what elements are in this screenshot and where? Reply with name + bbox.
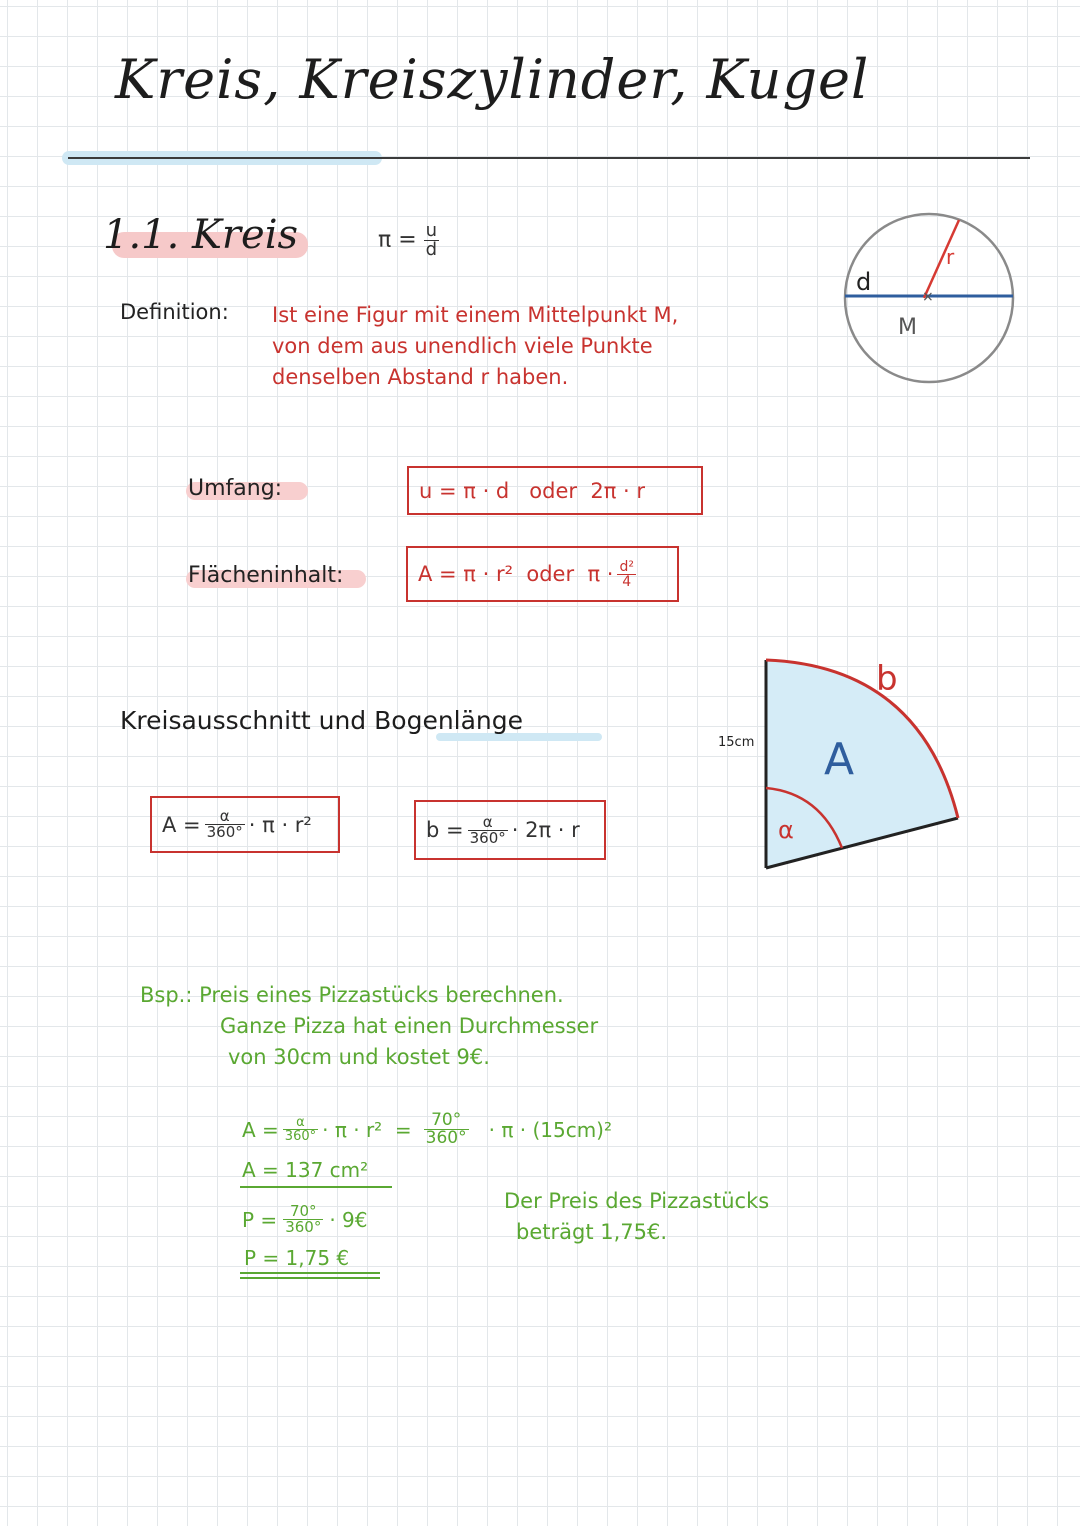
pi-lhs: π = bbox=[378, 227, 417, 253]
answer-text bbox=[504, 1186, 769, 1248]
arc-rhs: · 2π · r bbox=[511, 818, 580, 842]
center-cross: × bbox=[922, 289, 934, 305]
sector-area-formula-box bbox=[150, 796, 340, 853]
arc-num: α bbox=[468, 815, 508, 831]
label-m: M bbox=[898, 315, 917, 340]
sector-arc-label: b bbox=[876, 659, 898, 699]
sector-area-rhs: · π · r² bbox=[248, 812, 312, 837]
answer-line: Der Preis des Pizzastücks bbox=[504, 1189, 770, 1213]
calc-price-num: 70° bbox=[283, 1204, 323, 1220]
example-line: Ganze Pizza hat einen Durchmesser bbox=[220, 1014, 599, 1038]
pi-fraction-den: d bbox=[425, 239, 438, 260]
umfang-label: Umfang: bbox=[188, 476, 283, 501]
umfang-formula: u = π · d oder 2π · r bbox=[419, 478, 646, 503]
calc-area-line bbox=[242, 1112, 612, 1147]
sector-fill bbox=[766, 660, 958, 868]
calc-area-lhs: A = bbox=[242, 1117, 279, 1142]
arc-fraction bbox=[468, 812, 508, 847]
calc-price-underline1 bbox=[240, 1272, 380, 1274]
circle-diagram bbox=[836, 206, 1026, 390]
flaeche-fraction-den: 4 bbox=[622, 573, 632, 590]
flaeche-fraction bbox=[617, 560, 636, 589]
sector-area-lhs: A = bbox=[162, 812, 201, 837]
flaeche-label: Flächeninhalt: bbox=[188, 563, 344, 588]
calc-price-lhs: P = bbox=[242, 1207, 278, 1232]
pi-fraction bbox=[424, 222, 439, 259]
flaeche-formula-box bbox=[406, 546, 679, 602]
example-text bbox=[140, 980, 598, 1073]
calc-area-num2: 70° bbox=[424, 1112, 469, 1130]
label-d: d bbox=[856, 268, 872, 296]
calc-area-num1: α bbox=[283, 1116, 318, 1130]
sector-radius-label: 15cm bbox=[718, 735, 755, 750]
page-title: Kreis, Kreiszylinder, Kugel bbox=[115, 48, 870, 111]
sector-area-den: 360° bbox=[206, 823, 243, 841]
calc-area-den1: 360° bbox=[284, 1129, 317, 1144]
calc-price-line bbox=[242, 1204, 368, 1235]
flaeche-fraction-num: d² bbox=[619, 558, 634, 575]
calc-area-underline bbox=[240, 1186, 392, 1188]
definition-text bbox=[272, 300, 678, 393]
calc-price-rhs: · 9€ bbox=[329, 1207, 368, 1232]
umfang-formula-box bbox=[407, 466, 703, 515]
sector-area-num: α bbox=[205, 809, 245, 825]
pi-definition bbox=[378, 222, 439, 259]
sector-area-fraction bbox=[205, 809, 245, 840]
arc-den: 360° bbox=[469, 828, 506, 847]
calc-area-den2: 360° bbox=[425, 1128, 467, 1148]
calc-area-mid: · π · r² = bbox=[322, 1117, 412, 1142]
example-line: von 30cm und kostet 9€. bbox=[228, 1045, 490, 1069]
sector-heading: Kreisausschnitt und Bogenlänge bbox=[120, 706, 524, 735]
calc-price-result: P = 1,75 € bbox=[244, 1246, 350, 1270]
label-r: r bbox=[946, 245, 955, 269]
calc-area-fraction2 bbox=[424, 1112, 469, 1147]
sector-angle-label: α bbox=[778, 816, 794, 844]
definition-line: denselben Abstand r haben. bbox=[272, 365, 569, 389]
sector-area-label: A bbox=[824, 734, 855, 785]
calc-price-fraction bbox=[283, 1204, 323, 1235]
answer-line: beträgt 1,75€. bbox=[516, 1220, 668, 1244]
example-line: Bsp.: Preis eines Pizzastücks berechnen. bbox=[140, 983, 564, 1007]
calc-price-den: 360° bbox=[285, 1218, 322, 1236]
pi-fraction-num: u bbox=[424, 222, 439, 241]
definition-line: von dem aus unendlich viele Punkte bbox=[272, 334, 653, 358]
flaeche-formula: A = π · r² oder π · bbox=[418, 562, 614, 586]
definition-label: Definition: bbox=[120, 300, 229, 324]
arc-formula-box bbox=[414, 800, 606, 860]
sector-diagram bbox=[700, 648, 980, 876]
definition-line: Ist eine Figur mit einem Mittelpunkt M, bbox=[272, 303, 679, 327]
arc-lhs: b = bbox=[426, 818, 464, 842]
calc-area-result: A = 137 cm² bbox=[242, 1158, 369, 1182]
calc-price-underline2 bbox=[240, 1277, 380, 1279]
section-title: 1.1. Kreis bbox=[103, 212, 299, 258]
calc-area-rhs: · π · (15cm)² bbox=[488, 1117, 613, 1142]
title-underline bbox=[68, 157, 1030, 159]
calc-area-fraction1 bbox=[283, 1116, 318, 1143]
